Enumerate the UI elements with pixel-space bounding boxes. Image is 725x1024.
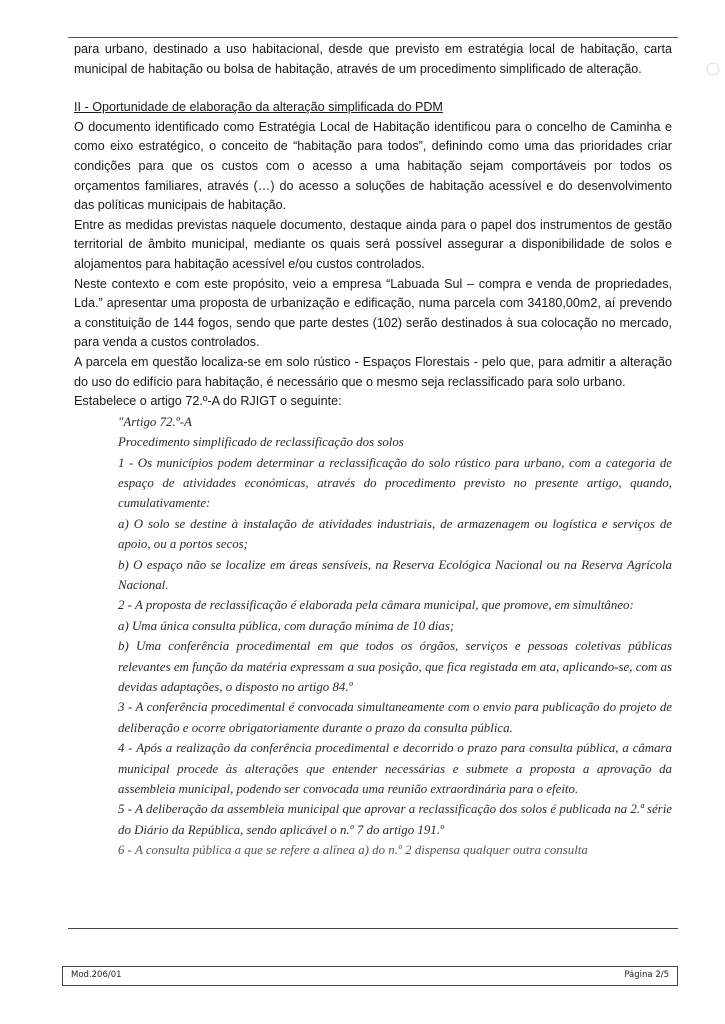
paragraph-article-intro: Estabelece o artigo 72.º-A do RJIGT o seguinte: xyxy=(74,394,342,409)
quote-item-1a: a) O solo se destine à instalação de atividades industriais, de armazenagem ou logística e serviços de apoio, ou a portos secos; xyxy=(118,516,672,552)
quote-item-2: 2 - A proposta de reclassificação é elaborada pela câmara municipal, que promove, em simultâneo: xyxy=(118,598,634,613)
paragraph-strategy: O documento identificado como Estratégia Local de Habitação identificou para o concelho de Caminha e como eixo estratégico, o conceito de “habitação para todos”, definindo como uma das prioridades criar condições para que os custos com o acesso a uma habitação sejam comportáveis por todos os orçamentos familiares, através (…) do acesso a soluções de habitação acessível e do desenvolvimento das políticas municipais de habitação. xyxy=(74,119,672,213)
margin-mark-icon xyxy=(704,60,722,78)
quote-item-1b: b) O espaço não se localize em áreas sensíveis, na Reserva Ecológica Nacional ou na Reserva Agrícola Nacional. xyxy=(118,557,672,592)
top-rule xyxy=(68,37,678,38)
quote-article-subtitle: Procedimento simplificado de reclassificação dos solos xyxy=(118,435,404,450)
bottom-rule xyxy=(68,928,678,929)
quote-article-title: "Artigo 72.º-A xyxy=(118,414,192,429)
quote-item-2b: b) Uma conferência procedimental em que todos os órgãos, serviços e pessoas coletivas públicas relevantes em função da matéria expressam a sua posição, que fica registada em ata, aplicando-se, com as devidas adaptações, o disposto no artigo 84.º xyxy=(118,639,672,694)
document-body xyxy=(74,40,672,861)
quote-item-2a: a) Uma única consulta pública, com duração mínima de 10 dias; xyxy=(118,618,455,633)
article-quote xyxy=(118,412,672,861)
footer-model-code: Mod.206/01 xyxy=(71,970,122,980)
paragraph-measures: Entre as medidas previstas naquele documento, destaque ainda para o papel dos instrumentos de gestão territorial de âmbito municipal, mediante os quais será possível assegurar a disponibilidade de solos e alojamentos para habitação acessível e/ou custos controlados. xyxy=(74,217,672,271)
paragraph-continuation: para urbano, destinado a uso habitacional, desde que previsto em estratégia local de habitação, carta municipal de habitação ou bolsa de habitação, através de um procedimento simplificado de alteração. xyxy=(74,42,672,76)
quote-item-1: 1 - Os municípios podem determinar a reclassificação do solo rústico para urbano, com a categoria de espaço de atividades económicas, através do procedimento previsto no presente artigo, quando, cumulativamente: xyxy=(118,455,672,511)
quote-item-6: 6 - A consulta pública a que se refere a alínea a) do n.º 2 dispensa qualquer outra consulta xyxy=(118,843,588,858)
footer-page-number: Página 2/5 xyxy=(624,970,669,980)
quote-item-4: 4 - Após a realização da conferência procedimental e decorrido o prazo para consulta pública, a câmara municipal procede às alterações que entender necessárias e submete a proposta a aprovação da assembleia municipal, podendo ser convocada uma reunião extraordinária para o efeito. xyxy=(118,741,672,796)
quote-item-3: 3 - A conferência procedimental é convocada simultaneamente com o envio para publicação do projeto de deliberação e ocorre obrigatoriamente durante o prazo da consulta pública. xyxy=(118,700,672,735)
paragraph-parcel: A parcela em questão localiza-se em solo rústico - Espaços Florestais - pelo que, para admitir a alteração do uso do edifício para habitação, é necessário que o mesmo seja reclassificado para solo urbano. xyxy=(74,354,672,389)
page-footer xyxy=(62,966,678,986)
quote-item-5: 5 - A deliberação da assembleia municipal que aprovar a reclassificação dos solos é publicada na 2.ª série do Diário da República, sendo aplicável o n.º 7 do artigo 191.º xyxy=(118,802,672,837)
section-heading: II - Oportunidade de elaboração da alteração simplificada do PDM xyxy=(74,100,443,115)
paragraph-proposal: Neste contexto e com este propósito, veio a empresa “Labuada Sul – compra e venda de propriedades, Lda.” apresentar uma proposta de urbanização e edificação, numa parcela com 34180,00m2, aí prevendo a constituição de 144 fogos, sendo que parte destes (102) serão destinados à sua colocação no mercado, para venda a custos controlados. xyxy=(74,276,672,350)
